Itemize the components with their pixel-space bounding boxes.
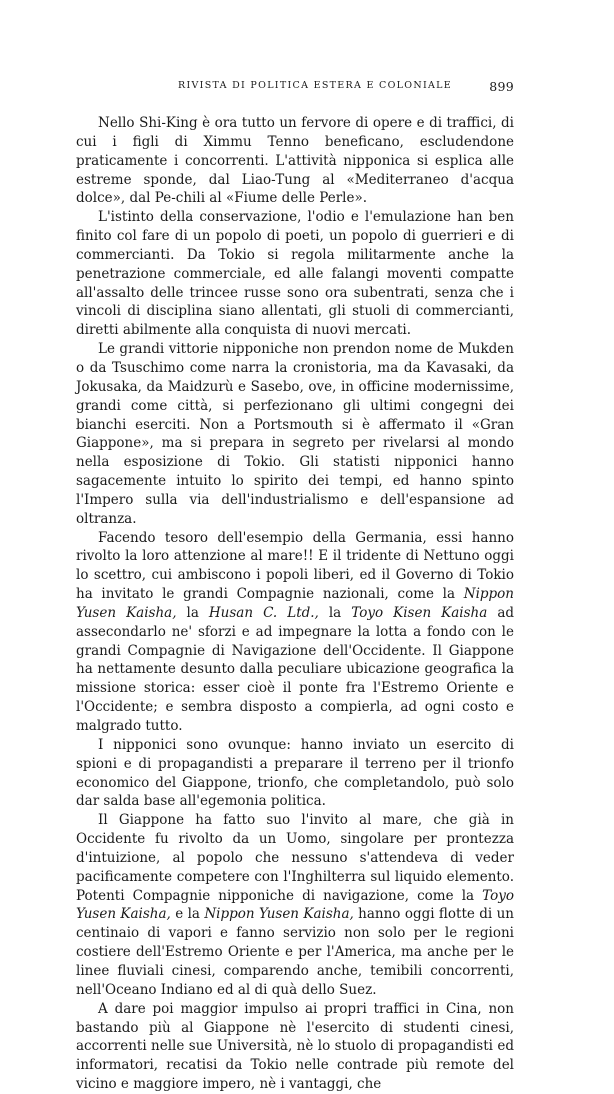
company-name-italic: Husan C. Ltd., (208, 604, 319, 621)
body-text (76, 114, 514, 1094)
page-header (100, 80, 514, 96)
paragraph-5: I nipponici sono ovunque: hanno inviato un esercito di spioni e di propagandisti a preparare il terreno per il trionfo economico del Giappone, trionfo, che completandolo, può solo dar salda base all'egemonia politica. (76, 736, 514, 810)
paragraph-6: Il Giappone ha fatto suo l'invito al mare, che già in Occidente fu rivolto da un Uomo, singolare per prontezza d'intuizione, al popolo che nessuno s'attendeva di veder pacificamente competere con l'Inghilterra sul liquido elemento. Potenti Compagnie nipponiche di navigazione, come la Toyo Yusen Kaisha, e la Nippon Yusen Kaisha, hanno oggi flotte di un centinaio di vapori e fanno servizio non solo per le regioni costiere dell'Estremo Oriente e per l'America, ma anche per le linee fluviali cinesi, comparendo anche, temibili concorrenti, nell'Oceano Indiano ed al di quà dello Suez. (76, 812, 514, 998)
page-number: 899 (489, 79, 514, 94)
company-name-italic: Toyo Kisen Kaisha (351, 604, 488, 621)
company-name-italic: Toyo Yusen Kaisha, (76, 887, 514, 923)
running-title: RIVISTA DI POLITICA ESTERA E COLONIALE (178, 80, 453, 91)
paragraph-1: Nello Shi-King è ora tutto un fervore di opere e di traffici, di cui i figli di Ximmu Tenno beneficano, escludendone praticamente i concorrenti. L'attività nipponica si esplica alle estreme sponde, dal Liao-Tung al «Mediterraneo d'acqua dolce», dal Pe-chili al «Fiume delle Perle». (76, 115, 514, 207)
company-name-italic: Nippon Yusen Kaisha, (76, 586, 514, 621)
company-name-italic: Nippon Yusen Kaisha, (204, 906, 354, 923)
paragraph-7: A dare poi maggior impulso ai propri traffici in Cina, non bastando più al Giappone nè l'esercito di studenti cinesi, accorrenti nelle sue Università, nè lo stuolo di propagandisti ed informatori, recatisi da Tokio nelle contrade più remote del vicino e maggiore impero, nè i vantaggi, che (76, 1000, 514, 1093)
paragraph-2: L'istinto della conservazione, l'odio e l'emulazione han ben finito col fare di un popolo di poeti, un popolo di guerrieri e di commercianti. Da Tokio si regola militarmente anche la penetrazione commerciale, ed alle falangi moventi compatte all'assalto delle trincee russe sono ora subentrati, senza che i vincoli di disciplina siano allentati, gli stuoli di commercianti, diretti abilmente alla conquista di nuovi mercati. (76, 209, 514, 339)
paragraph-3: Le grandi vittorie nipponiche non prendon nome de Mukden o da Tsuschimo come narra la cronistoria, ma da Kavasaki, da Jokusaka, da Maidzurù e Sasebo, ove, in officine modernissime, grandi come città, si perfezionano gli ultimi congegni dei bianchi eserciti. Non a Portsmouth si è affermato il «Gran Giappone», ma si prepara in segreto per rivelarsi al mondo nella esposizione di Tokio. Gli statisti nipponici hanno sagacemente intuito lo spirito dei tempi, ed hanno spinto l'Impero sulla via dell'industrialismo e dell'espansione ad oltranza. (76, 341, 514, 527)
paragraph-4: Facendo tesoro dell'esempio della Germania, essi hanno rivolto la loro attenzione al mare!! E il tridente di Nettuno oggi lo scettro, cui ambiscono i popoli liberi, ed il Governo di Tokio ha invitato le grandi Compagnie nazionali, come la Nippon Yusen Kaisha, la Husan C. Ltd., la Toyo Kisen Kaisha ad assecondarlo ne' sforzi e ad impegnare la lotta a fondo con le grandi Compagnie di Navigazione dell'Occidente. Il Giappone ha nettamente desunto dalla peculiare ubicazione geografica la missione storica: esser cioè il ponte fra l'Estremo Oriente e l'Occidente; e sembra disposto a compierla, ad ogni costo e malgrado tutto. (76, 529, 515, 734)
